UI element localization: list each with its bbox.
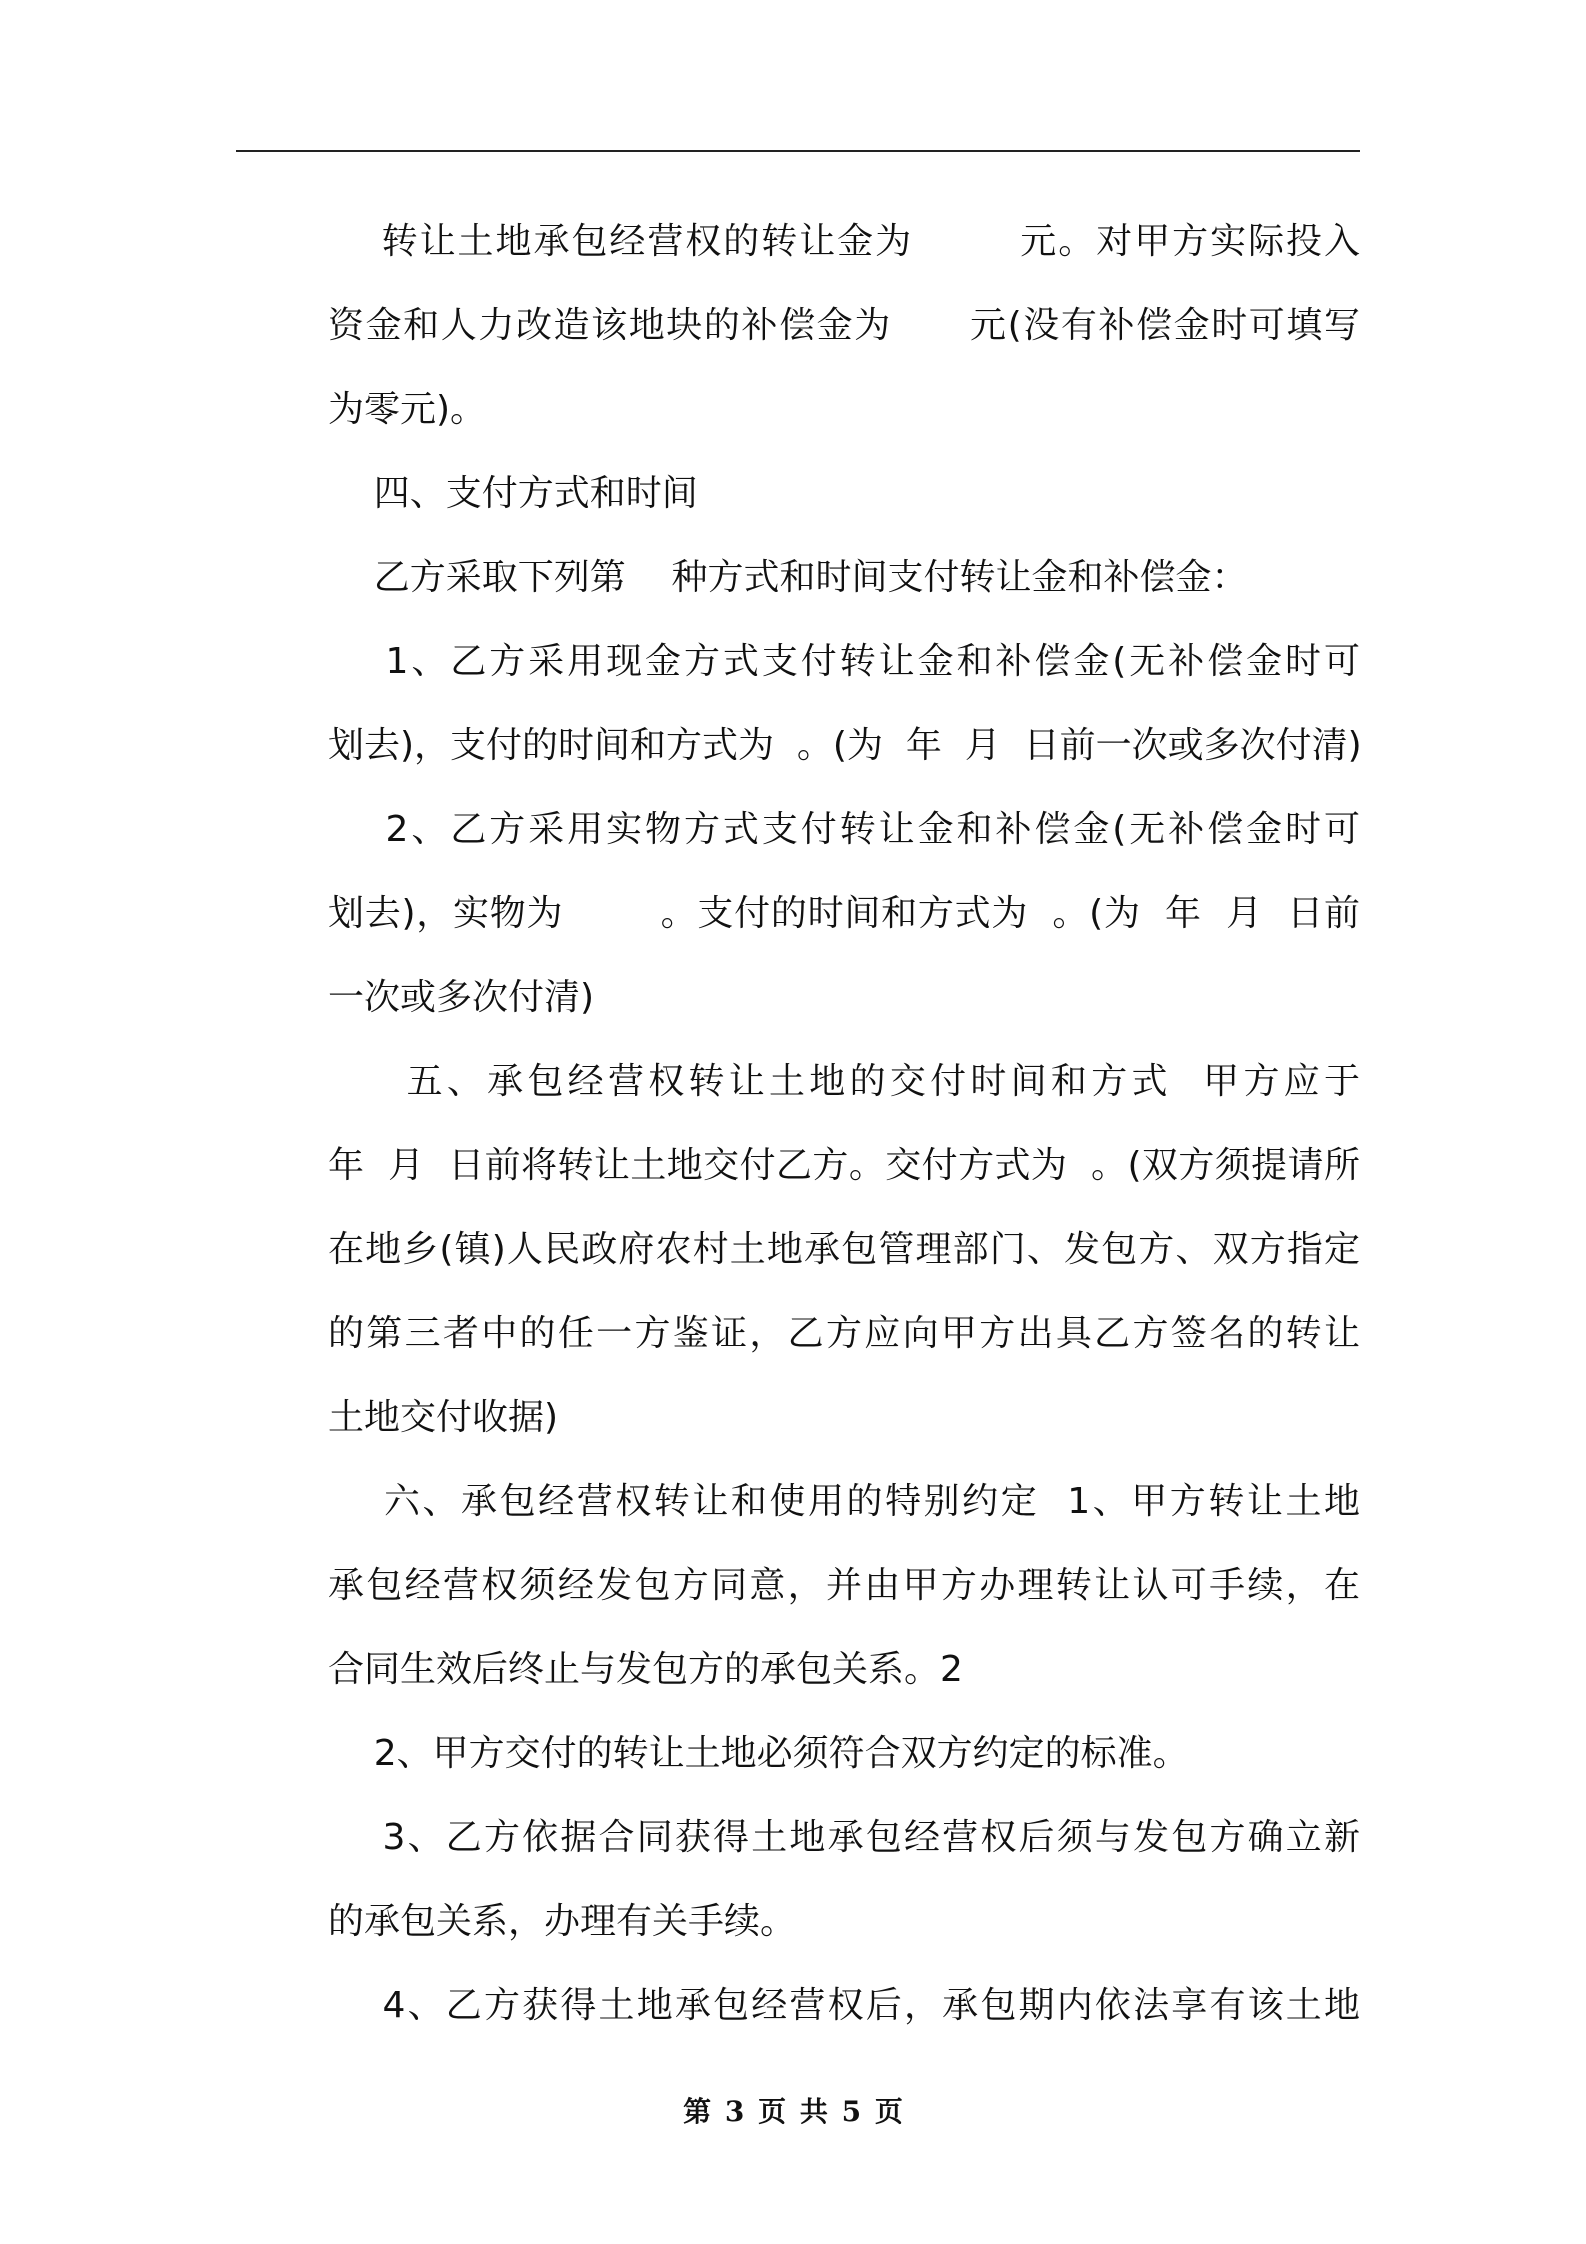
text-line: 在地乡(镇)人民政府农村土地承包管理部门、发包方、双方指定 <box>328 1229 1360 1270</box>
text-line: 4、乙方获得土地承包经营权后，承包期内依法享有该土地 <box>328 1985 1360 2026</box>
text-line: 划去)，实物为 。支付的时间和方式为 。(为 年 月 日前 <box>328 893 1360 934</box>
text-line: 1、乙方采用现金方式支付转让金和补偿金(无补偿金时可 <box>328 641 1360 682</box>
text-line: 转让土地承包经营权的转让金为 元。对甲方实际投入 <box>328 221 1360 262</box>
text-line: 划去)，支付的时间和方式为 。(为 年 月 日前一次或多次付清) <box>328 725 1362 766</box>
text-line: 的承包关系，办理有关手续。 <box>328 1901 797 1942</box>
text-line: 3、乙方依据合同获得土地承包经营权后须与发包方确立新 <box>328 1817 1360 1858</box>
text-line: 土地交付收据) <box>328 1397 559 1438</box>
text-line: 年 月 日前将转让土地交付乙方。交付方式为 。(双方须提请所 <box>328 1145 1360 1186</box>
text-line: 一次或多次付清) <box>328 977 595 1018</box>
text-line: 六、承包经营权转让和使用的特别约定 1、甲方转让土地 <box>328 1481 1360 1522</box>
text-line: 承包经营权须经发包方同意，并由甲方办理转让认可手续，在 <box>328 1565 1360 1606</box>
text-line: 乙方采取下列第 种方式和时间支付转让金和补偿金： <box>328 557 1248 598</box>
document-body <box>328 200 1360 2048</box>
text-line: 五、承包经营权转让土地的交付时间和方式 甲方应于 <box>328 1061 1360 1102</box>
text-line: 2、甲方交付的转让土地必须符合双方约定的标准。 <box>328 1733 1189 1774</box>
text-line: 为零元)。 <box>328 389 487 430</box>
text-line: 的第三者中的任一方鉴证，乙方应向甲方出具乙方签名的转让 <box>328 1313 1360 1354</box>
header-rule <box>236 150 1360 152</box>
text-line: 合同生效后终止与发包方的承包关系。2 <box>328 1649 963 1690</box>
text-line: 2、乙方采用实物方式支付转让金和补偿金(无补偿金时可 <box>328 809 1360 850</box>
page-number: 第 3 页 共 5 页 <box>683 2095 903 2128</box>
text-line: 四、支付方式和时间 <box>328 473 698 514</box>
text-line: 资金和人力改造该地块的补偿金为 元(没有补偿金时可填写 <box>328 305 1360 346</box>
